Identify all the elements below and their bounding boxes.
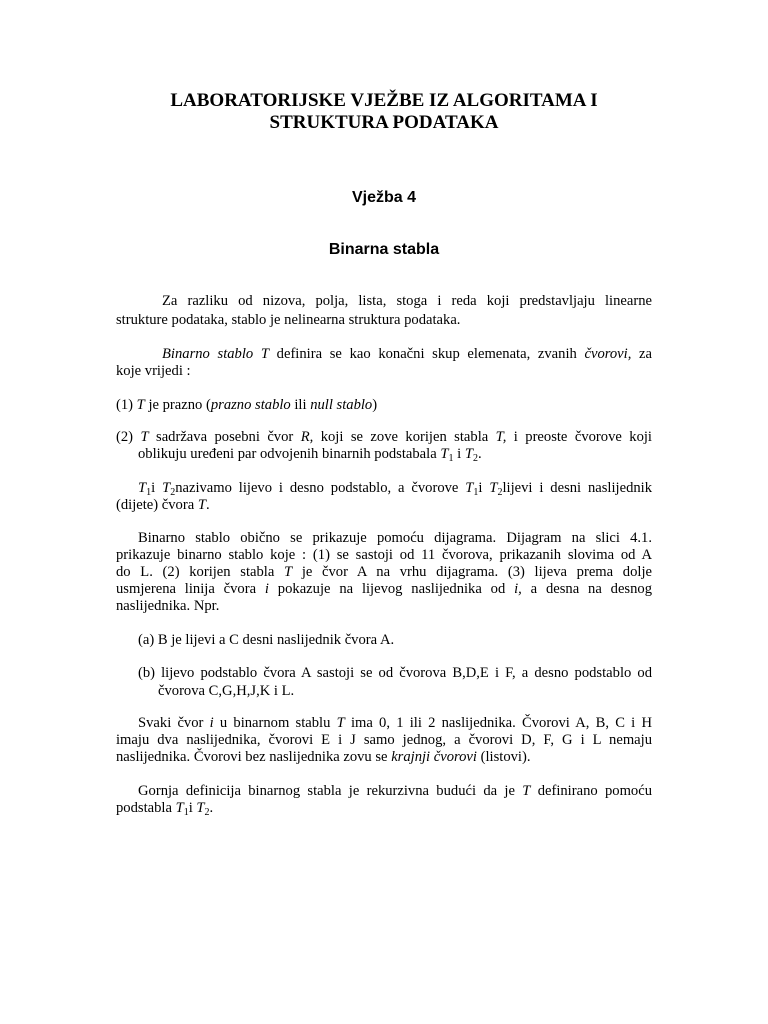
paragraph-4-line-1: Binarno stablo obično se prikazuje pomoću dijagrama. Dijagram na slici 4.1.: [138, 530, 652, 546]
paragraph-3-line-1: $T_1i$ $T_2nazivamo$ lijevo i desno podstablo, a čvorove $T_1i$ $T_2lijevi$ i desni naslijednik: [138, 480, 653, 498]
paragraph-4-line-5: naslijednika. Npr.: [116, 598, 220, 614]
topic-heading: Binarna stabla: [328, 241, 440, 258]
definition-item-1: (1) T je prazno (prazno stablo ili null stablo): [116, 397, 378, 413]
paragraph-5-line-3: naslijednika. Čvorovi bez naslijednika zovu se krajnji čvorovi (listovi).: [116, 749, 531, 765]
paragraph-1-line-2: strukture podataka, stablo je nelinearna struktura podataka.: [116, 312, 461, 328]
definition-item-2-line-2: oblikuju uređeni par odvojenih binarnih podstabala $T_1$ i $T_2$.: [138, 446, 482, 464]
paragraph-3-line-2: (dijete) čvora T.: [116, 497, 210, 513]
paragraph-4-line-2: prikazuje binarno stablo koje : (1) se sastoji od 11 čvorova, prikazanih slovima od A: [116, 547, 652, 563]
title-line-2: STRUKTURA PODATAKA: [269, 112, 499, 133]
paragraph-1-line-1: Za razliku od nizova, polja, lista, stoga i reda koji predstavljaju linearne: [162, 293, 652, 309]
paragraph-2-line-1: Binarno stablo T definira se kao konačni skup elemenata, zvanih čvorovi, za: [162, 346, 652, 362]
paragraph-6-line-1: Gornja definicija binarnog stabla je rekurzivna budući da je T definirano pomoću: [138, 783, 652, 799]
paragraph-6-line-2: podstabla $T_1i$ $T_2$.: [116, 800, 214, 818]
exercise-heading: Vježba 4: [351, 189, 417, 206]
example-b-line-2: čvorova C,G,H,J,K i L.: [158, 683, 295, 699]
paragraph-2-line-2: koje vrijedi :: [116, 363, 191, 379]
paragraph-4-line-3: do L. (2) korijen stabla T je čvor A na vrhu dijagrama. (3) lijeva prema dolje: [116, 564, 652, 580]
example-b-line-1: (b) lijevo podstablo čvora A sastoji se od čvorova B,D,E i F, a desno podstablo od: [138, 665, 652, 681]
title-line-1: LABORATORIJSKE VJEŽBE IZ ALGORITAMA I: [170, 90, 598, 111]
definition-item-2-line-1: (2) T sadržava posebni čvor R, koji se zove korijen stabla T, i preoste čvorove koji: [116, 429, 652, 445]
paragraph-5-line-2: imaju dva naslijednika, čvorovi E i J samo jednog, a čvorovi D, F, G i L nemaju: [116, 732, 652, 748]
binary-tree-term: Binarno stablo T: [162, 346, 269, 362]
paragraph-4-line-4: usmjerena linija čvora i pokazuje na lijevog naslijednika od i, a desna na desnog: [116, 581, 652, 597]
example-a: (a) B je lijevi a C desni naslijednik čvora A.: [138, 632, 395, 648]
paragraph-5-line-1: Svaki čvor i u binarnom stablu T ima 0, 1 ili 2 naslijednika. Čvorovi A, B, C i H: [138, 715, 652, 731]
